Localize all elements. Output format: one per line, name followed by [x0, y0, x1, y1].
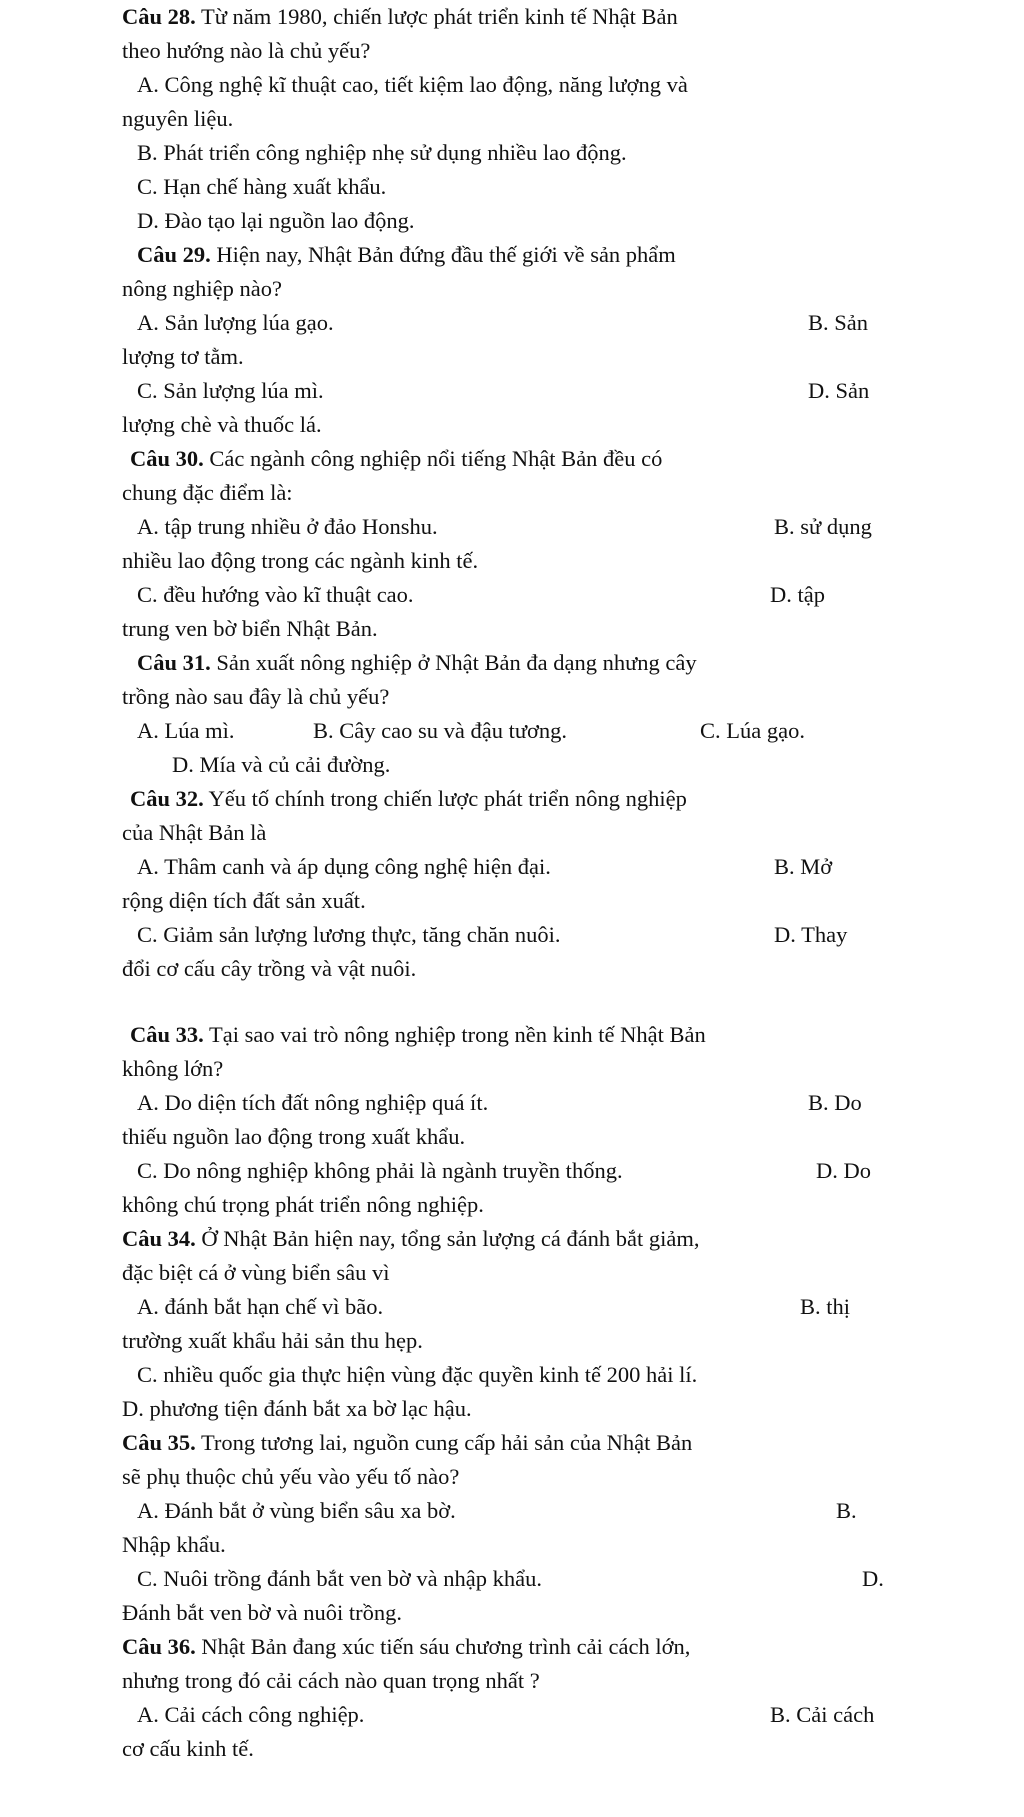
question-32-option-a: A. Thâm canh và áp dụng công nghệ hiện đại.	[137, 854, 551, 879]
question-29-option-a: A. Sản lượng lúa gạo.	[137, 310, 334, 335]
question-number: Câu 33.	[130, 1022, 204, 1047]
question-33-stem-cont: không lớn?	[122, 1056, 224, 1081]
question-35-stem: Câu 35. Trong tương lai, nguồn cung cấp hải sản của Nhật Bản	[122, 1430, 693, 1455]
question-31-stem: Câu 31. Sản xuất nông nghiệp ở Nhật Bản đa dạng nhưng cây	[137, 650, 697, 675]
question-29-stem-cont: nông nghiệp nào?	[122, 276, 282, 301]
question-31-option-b: B. Cây cao su và đậu tương.	[313, 718, 568, 743]
question-number: Câu 36.	[122, 1634, 196, 1659]
question-32-stem-cont: của Nhật Bản là	[122, 820, 267, 845]
question-number: Câu 30.	[130, 446, 204, 471]
question-36-stem-cont: nhưng trong đó cải cách nào quan trọng nhất ?	[122, 1668, 540, 1693]
question-32-option-c: C. Giảm sản lượng lương thực, tăng chăn nuôi.	[137, 922, 561, 947]
question-29-option-b: B. Sản	[808, 310, 869, 335]
question-30-option-b: B. sử dụng	[774, 514, 872, 539]
question-31-stem-cont: trồng nào sau đây là chủ yếu?	[122, 684, 390, 709]
question-35-option-c: C. Nuôi trồng đánh bắt ven bờ và nhập khẩu.	[137, 1566, 542, 1591]
question-28-option-d: D. Đào tạo lại nguồn lao động.	[137, 208, 415, 233]
question-28-stem-cont: theo hướng nào là chủ yếu?	[122, 38, 371, 63]
question-29-stem: Câu 29. Hiện nay, Nhật Bản đứng đầu thế giới về sản phẩm	[137, 242, 676, 267]
question-30-stem: Câu 30. Các ngành công nghiệp nổi tiếng Nhật Bản đều có	[130, 446, 663, 471]
question-29-option-b-cont: lượng tơ tằm.	[122, 344, 244, 369]
question-32-option-d: D. Thay	[774, 922, 848, 947]
question-number: Câu 29.	[137, 242, 211, 267]
question-35-option-d-cont: Đánh bắt ven bờ và nuôi trồng.	[122, 1600, 402, 1625]
question-28-option-a: A. Công nghệ kĩ thuật cao, tiết kiệm lao động, năng lượng và	[137, 72, 688, 97]
question-30-option-a: A. tập trung nhiều ở đảo Honshu.	[137, 514, 438, 539]
question-30-stem-cont: chung đặc điểm là:	[122, 480, 293, 505]
question-35-option-b-cont: Nhập khẩu.	[122, 1532, 226, 1557]
question-30-option-b-cont: nhiều lao động trong các ngành kinh tế.	[122, 548, 479, 573]
question-33-option-d: D. Do	[816, 1158, 871, 1183]
question-33-option-c: C. Do nông nghiệp không phải là ngành truyền thống.	[137, 1158, 623, 1183]
question-34-option-b-cont: trường xuất khẩu hải sản thu hẹp.	[122, 1328, 423, 1353]
question-34-option-c: C. nhiều quốc gia thực hiện vùng đặc quyền kinh tế 200 hải lí.	[137, 1362, 698, 1387]
question-number: Câu 34.	[122, 1226, 196, 1251]
question-28-option-b: B. Phát triển công nghiệp nhẹ sử dụng nhiều lao động.	[137, 140, 627, 165]
question-30-option-d-cont: trung ven bờ biển Nhật Bản.	[122, 616, 378, 641]
question-28-stem: Câu 28. Từ năm 1980, chiến lược phát triển kinh tế Nhật Bản	[122, 4, 678, 29]
question-34-option-a: A. đánh bắt hạn chế vì bão.	[137, 1294, 384, 1319]
question-36-option-b-cont: cơ cấu kinh tế.	[122, 1736, 254, 1761]
question-34-stem: Câu 34. Ở Nhật Bản hiện nay, tổng sản lượng cá đánh bắt giảm,	[122, 1226, 700, 1251]
question-36-stem: Câu 36. Nhật Bản đang xúc tiến sáu chương trình cải cách lớn,	[122, 1634, 691, 1659]
question-31-option-a: A. Lúa mì.	[137, 718, 235, 743]
question-29-option-d-cont: lượng chè và thuốc lá.	[122, 412, 322, 437]
question-35-option-b: B.	[836, 1498, 857, 1523]
question-33-option-d-cont: không chú trọng phát triển nông nghiệp.	[122, 1192, 484, 1217]
question-28-option-c: C. Hạn chế hàng xuất khẩu.	[137, 174, 387, 199]
question-31-option-d: D. Mía và củ cải đường.	[172, 752, 391, 777]
question-number: Câu 31.	[137, 650, 211, 675]
question-36-option-b: B. Cải cách	[770, 1702, 875, 1727]
question-33-option-b-cont: thiếu nguồn lao động trong xuất khẩu.	[122, 1124, 466, 1149]
question-36-option-a: A. Cải cách công nghiệp.	[137, 1702, 365, 1727]
question-32-option-d-cont: đổi cơ cấu cây trồng và vật nuôi.	[122, 956, 417, 981]
question-33-option-a: A. Do diện tích đất nông nghiệp quá ít.	[137, 1090, 489, 1115]
question-32-option-b: B. Mở	[774, 854, 833, 879]
question-34-stem-cont: đặc biệt cá ở vùng biển sâu vì	[122, 1260, 390, 1285]
question-34-option-d: D. phương tiện đánh bắt xa bờ lạc hậu.	[122, 1396, 472, 1421]
question-33-option-b: B. Do	[808, 1090, 862, 1115]
question-32-stem: Câu 32. Yếu tố chính trong chiến lược phát triển nông nghiệp	[130, 786, 687, 811]
question-35-option-d: D.	[862, 1566, 884, 1591]
question-29-option-c: C. Sản lượng lúa mì.	[137, 378, 324, 403]
question-28-option-a-cont: nguyên liệu.	[122, 106, 234, 131]
question-35-stem-cont: sẽ phụ thuộc chủ yếu vào yếu tố nào?	[122, 1464, 460, 1489]
question-35-option-a: A. Đánh bắt ở vùng biển sâu xa bờ.	[137, 1498, 456, 1523]
question-number: Câu 32.	[130, 786, 204, 811]
question-32-option-b-cont: rộng diện tích đất sản xuất.	[122, 888, 366, 913]
question-number: Câu 35.	[122, 1430, 196, 1455]
question-31-option-c: C. Lúa gạo.	[700, 718, 805, 743]
question-30-option-c: C. đều hướng vào kĩ thuật cao.	[137, 582, 414, 607]
question-33-stem: Câu 33. Tại sao vai trò nông nghiệp trong nền kinh tế Nhật Bản	[130, 1022, 706, 1047]
question-34-option-b: B. thị	[800, 1294, 851, 1319]
question-29-option-d: D. Sản	[808, 378, 870, 403]
question-30-option-d: D. tập	[770, 582, 825, 607]
question-number: Câu 28.	[122, 4, 196, 29]
